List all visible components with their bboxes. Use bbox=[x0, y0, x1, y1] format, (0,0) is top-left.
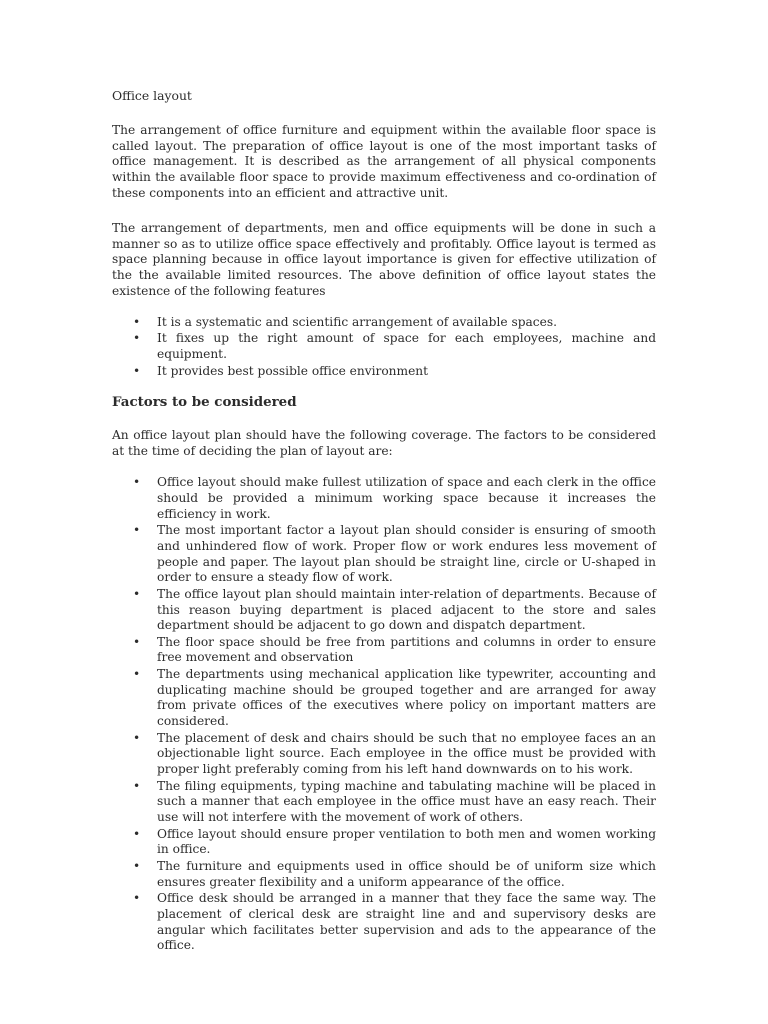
list-item: • It fixes up the right amount of space for each employees, machine and equipment. bbox=[157, 331, 656, 363]
list-item: • The departments using mechanical application like typewriter, accounting and duplicating machine should be grouped together and are arranged for away from private offices of the executives where policy on important matters are considered. bbox=[157, 667, 656, 730]
features-list bbox=[112, 315, 656, 380]
factors-list bbox=[112, 475, 656, 954]
document-title: Office layout bbox=[112, 88, 192, 103]
factors-intro-paragraph: An office layout plan should have the following coverage. The factors to be considered at the time of deciding the plan of layout are: bbox=[112, 428, 656, 459]
list-item: • The filing equipments, typing machine and tabulating machine will be placed in such a manner that each employee in the office must have an easy reach. Their use will not interfere with the movement of work of others. bbox=[157, 779, 656, 826]
list-item: • The office layout plan should maintain inter-relation of departments. Because of this reason buying department is placed adjacent to the store and sales department should be adjacent to go down and dispatch department. bbox=[157, 587, 656, 634]
section-heading-factors: Factors to be considered bbox=[112, 393, 297, 410]
list-item: • The placement of desk and chairs should be such that no employee faces an an objectionable light source. Each employee in the office must be provided with proper light preferably coming from his left hand downwards on to his work. bbox=[157, 731, 656, 778]
list-item: • The most important factor a layout plan should consider is ensuring of smooth and unhindered flow of work. Proper flow or work endures less movement of people and paper. The layout plan should be straight line, circle or U-shaped in order to ensure a steady flow of work. bbox=[157, 523, 656, 586]
list-item: • Office desk should be arranged in a manner that they face the same way. The placement of clerical desk are straight line and and supervisory desks are angular which facilitates better supervision and ads to the appearance of the office. bbox=[157, 891, 656, 954]
list-item: • Office layout should make fullest utilization of space and each clerk in the office should be provided a minimum working space because it increases the efficiency in work. bbox=[157, 475, 656, 522]
intro-paragraph-1: The arrangement of office furniture and equipment within the available floor space is called layout. The preparation of office layout is one of the most important tasks of office management. It is described as the arrangement of all physical components within the available floor space to provide maximum effectiveness and co-ordination of these components into an efficient and attractive unit. bbox=[112, 122, 656, 200]
list-item: • Office layout should ensure proper ventilation to both men and women working in office. bbox=[157, 827, 656, 859]
list-item: • It provides best possible office environment bbox=[157, 364, 656, 380]
list-item: • The furniture and equipments used in office should be of uniform size which ensures greater flexibility and a uniform appearance of the office. bbox=[157, 859, 656, 891]
intro-paragraph-2: The arrangement of departments, men and office equipments will be done in such a manner so as to utilize office space effectively and profitably. Office layout is termed as space planning because in office layout importance is given for effective utilization of the the available limited resources. The above definition of office layout states the existence of the following features bbox=[112, 220, 656, 298]
list-item: • It is a systematic and scientific arrangement of available spaces. bbox=[157, 315, 656, 331]
list-item: • The floor space should be free from partitions and columns in order to ensure free movement and observation bbox=[157, 635, 656, 667]
